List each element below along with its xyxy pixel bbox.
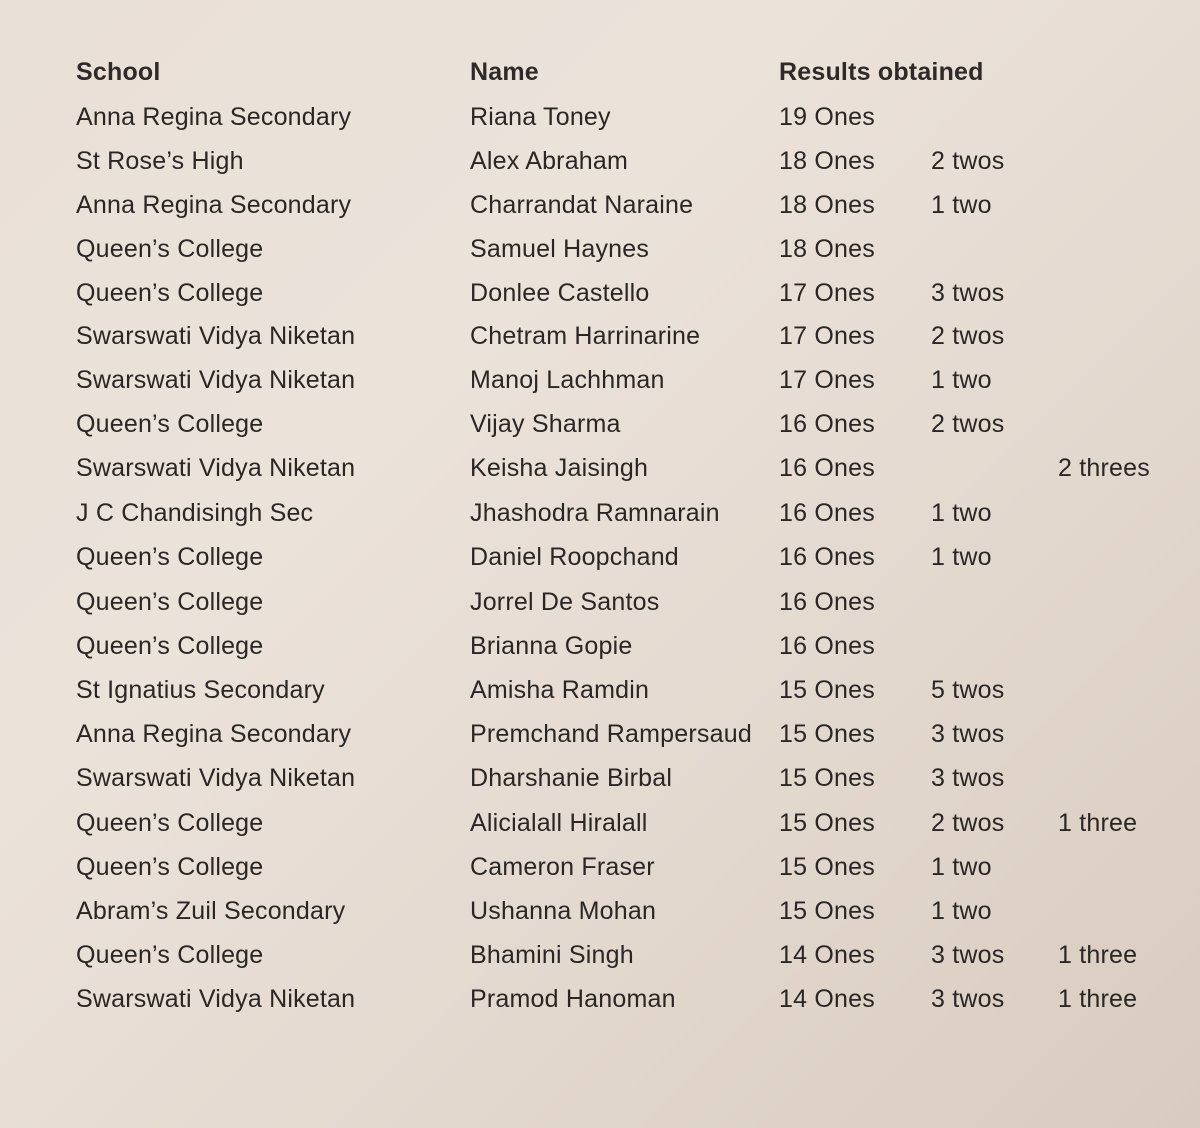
name-cell: Premchand Rampersaud bbox=[470, 720, 752, 748]
name-cell: Charrandat Naraine bbox=[470, 191, 694, 219]
name-cell: Jorrel De Santos bbox=[470, 588, 660, 616]
name-cell: Bhamini Singh bbox=[470, 941, 634, 969]
school-cell: Queen’s College bbox=[76, 941, 264, 969]
table-row bbox=[0, 273, 1200, 313]
ones-cell: 15 Ones bbox=[779, 764, 875, 792]
school-cell: Anna Regina Secondary bbox=[76, 103, 352, 131]
table-row bbox=[0, 185, 1200, 225]
table-row bbox=[0, 670, 1200, 710]
school-cell: Swarswati Vidya Niketan bbox=[76, 366, 356, 394]
ones-cell: 15 Ones bbox=[779, 853, 875, 881]
school-cell: Swarswati Vidya Niketan bbox=[76, 454, 356, 482]
school-cell: Anna Regina Secondary bbox=[76, 191, 352, 219]
ones-cell: 16 Ones bbox=[779, 632, 875, 660]
school-cell: J C Chandisingh Sec bbox=[76, 499, 314, 527]
twos-cell: 1 two bbox=[931, 897, 992, 925]
school-cell: St Ignatius Secondary bbox=[76, 676, 325, 704]
school-cell: Queen’s College bbox=[76, 588, 264, 616]
twos-cell: 2 twos bbox=[931, 410, 1005, 438]
table-row bbox=[0, 448, 1200, 488]
school-cell: Swarswati Vidya Niketan bbox=[76, 764, 356, 792]
name-cell: Brianna Gopie bbox=[470, 632, 633, 660]
table-row bbox=[0, 141, 1200, 181]
twos-cell: 3 twos bbox=[931, 985, 1005, 1013]
school-header: School bbox=[76, 58, 161, 86]
twos-cell: 1 two bbox=[931, 853, 992, 881]
twos-cell: 2 twos bbox=[931, 322, 1005, 350]
school-cell: Queen’s College bbox=[76, 410, 264, 438]
table-row bbox=[0, 758, 1200, 798]
table-row bbox=[0, 404, 1200, 444]
twos-cell: 1 two bbox=[931, 543, 992, 571]
ones-cell: 17 Ones bbox=[779, 322, 875, 350]
name-cell: Daniel Roopchand bbox=[470, 543, 679, 571]
name-cell: Vijay Sharma bbox=[470, 410, 621, 438]
ones-cell: 16 Ones bbox=[779, 588, 875, 616]
ones-cell: 15 Ones bbox=[779, 676, 875, 704]
ones-cell: 16 Ones bbox=[779, 499, 875, 527]
twos-cell: 5 twos bbox=[931, 676, 1005, 704]
twos-cell: 3 twos bbox=[931, 279, 1005, 307]
school-cell: Queen’s College bbox=[76, 279, 264, 307]
twos-cell: 1 two bbox=[931, 366, 992, 394]
table-row bbox=[0, 847, 1200, 887]
school-cell: Abram’s Zuil Secondary bbox=[76, 897, 346, 925]
twos-cell: 1 two bbox=[931, 499, 992, 527]
threes-cell: 2 threes bbox=[1058, 454, 1150, 482]
name-cell: Alex Abraham bbox=[470, 147, 629, 175]
school-cell: Queen’s College bbox=[76, 809, 264, 837]
table-row bbox=[0, 803, 1200, 843]
name-cell: Dharshanie Birbal bbox=[470, 764, 673, 792]
name-cell: Amisha Ramdin bbox=[470, 676, 650, 704]
table-row bbox=[0, 360, 1200, 400]
results-header: Results obtained bbox=[779, 58, 984, 86]
table-row bbox=[0, 891, 1200, 931]
name-cell: Manoj Lachhman bbox=[470, 366, 665, 394]
ones-cell: 15 Ones bbox=[779, 897, 875, 925]
ones-cell: 15 Ones bbox=[779, 809, 875, 837]
table-row bbox=[0, 229, 1200, 269]
table-row bbox=[0, 537, 1200, 577]
twos-cell: 3 twos bbox=[931, 941, 1005, 969]
ones-cell: 16 Ones bbox=[779, 410, 875, 438]
school-cell: St Rose’s High bbox=[76, 147, 244, 175]
name-cell: Alicialall Hiralall bbox=[470, 809, 648, 837]
table-row bbox=[0, 316, 1200, 356]
name-cell: Samuel Haynes bbox=[470, 235, 650, 263]
ones-cell: 18 Ones bbox=[779, 191, 875, 219]
twos-cell: 3 twos bbox=[931, 764, 1005, 792]
school-cell: Swarswati Vidya Niketan bbox=[76, 322, 356, 350]
table-header bbox=[0, 52, 1200, 92]
name-cell: Keisha Jaisingh bbox=[470, 454, 649, 482]
ones-cell: 18 Ones bbox=[779, 147, 875, 175]
table-row bbox=[0, 935, 1200, 975]
table-row bbox=[0, 97, 1200, 137]
ones-cell: 18 Ones bbox=[779, 235, 875, 263]
ones-cell: 17 Ones bbox=[779, 279, 875, 307]
table-row bbox=[0, 582, 1200, 622]
twos-cell: 3 twos bbox=[931, 720, 1005, 748]
threes-cell: 1 three bbox=[1058, 809, 1138, 837]
twos-cell: 2 twos bbox=[931, 147, 1005, 175]
school-cell: Anna Regina Secondary bbox=[76, 720, 352, 748]
twos-cell: 2 twos bbox=[931, 809, 1005, 837]
name-cell: Riana Toney bbox=[470, 103, 611, 131]
table-row bbox=[0, 493, 1200, 533]
ones-cell: 16 Ones bbox=[779, 543, 875, 571]
name-cell: Donlee Castello bbox=[470, 279, 650, 307]
school-cell: Queen’s College bbox=[76, 632, 264, 660]
ones-cell: 15 Ones bbox=[779, 720, 875, 748]
name-cell: Pramod Hanoman bbox=[470, 985, 676, 1013]
threes-cell: 1 three bbox=[1058, 941, 1138, 969]
school-cell: Swarswati Vidya Niketan bbox=[76, 985, 356, 1013]
twos-cell: 1 two bbox=[931, 191, 992, 219]
name-cell: Ushanna Mohan bbox=[470, 897, 657, 925]
ones-cell: 14 Ones bbox=[779, 985, 875, 1013]
name-cell: Chetram Harrinarine bbox=[470, 322, 701, 350]
table-row bbox=[0, 979, 1200, 1019]
name-header: Name bbox=[470, 58, 539, 86]
school-cell: Queen’s College bbox=[76, 853, 264, 881]
ones-cell: 16 Ones bbox=[779, 454, 875, 482]
ones-cell: 14 Ones bbox=[779, 941, 875, 969]
name-cell: Jhashodra Ramnarain bbox=[470, 499, 720, 527]
ones-cell: 17 Ones bbox=[779, 366, 875, 394]
name-cell: Cameron Fraser bbox=[470, 853, 655, 881]
school-cell: Queen’s College bbox=[76, 235, 264, 263]
school-cell: Queen’s College bbox=[76, 543, 264, 571]
table-row bbox=[0, 626, 1200, 666]
ones-cell: 19 Ones bbox=[779, 103, 875, 131]
table-row bbox=[0, 714, 1200, 754]
threes-cell: 1 three bbox=[1058, 985, 1138, 1013]
